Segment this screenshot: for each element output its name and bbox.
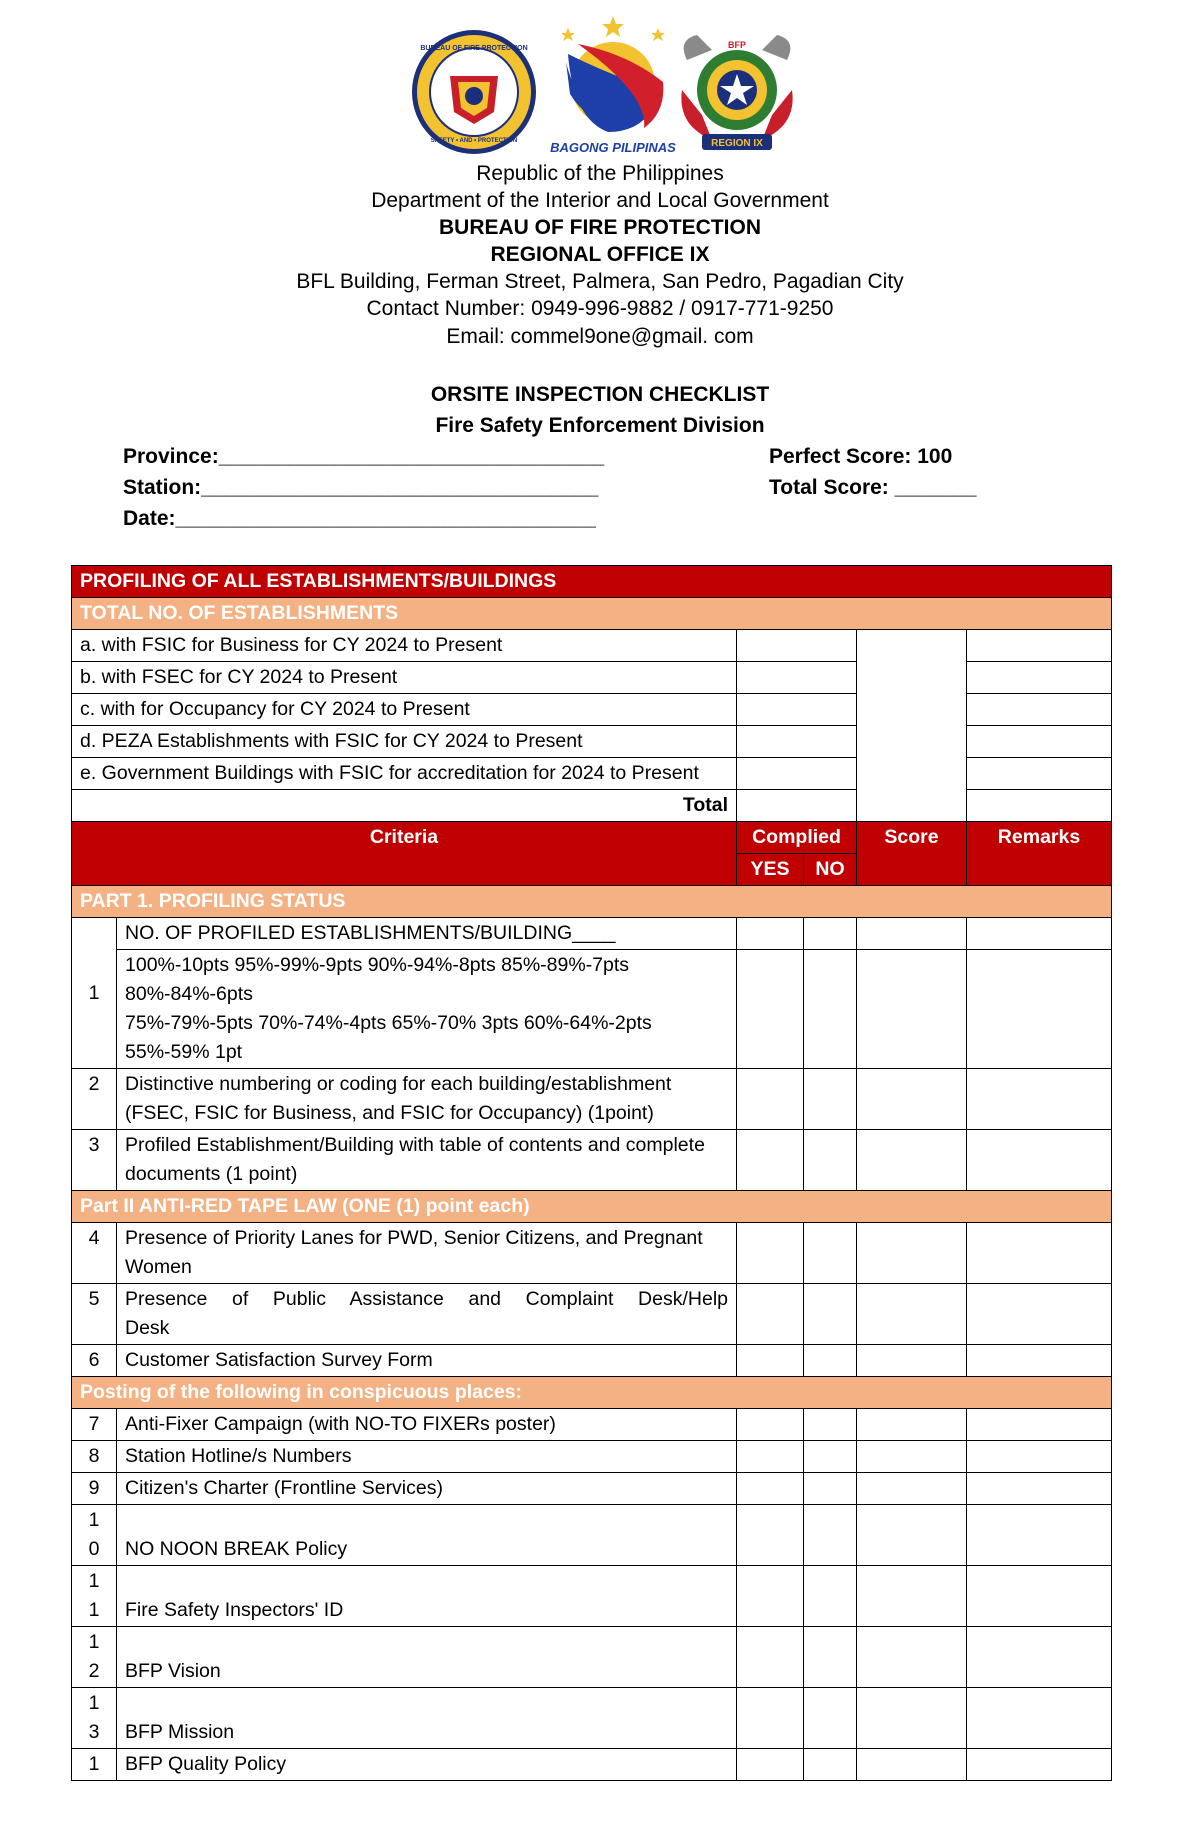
table-row — [72, 918, 1112, 950]
score-cell[interactable] — [857, 1284, 967, 1345]
item11-criteria: Fire Safety Inspectors' ID — [117, 1566, 737, 1627]
part1-header: PART 1. PROFILING STATUS — [72, 886, 1112, 918]
table-row — [72, 630, 1112, 662]
score-cell[interactable] — [857, 1505, 967, 1566]
item7-criteria: Anti-Fixer Campaign (with NO-TO FIXERs poster) — [117, 1409, 737, 1441]
item-number: 4 — [72, 1223, 117, 1284]
count-cell[interactable] — [737, 694, 857, 726]
no-cell[interactable] — [804, 1284, 857, 1345]
item-number — [72, 1627, 117, 1688]
no-cell[interactable] — [804, 1223, 857, 1284]
profiling-header: PROFILING OF ALL ESTABLISHMENTS/BUILDINGS — [72, 566, 1112, 598]
item13-num-a: 1 — [88, 1692, 100, 1714]
item12-criteria: BFP Vision — [117, 1627, 737, 1688]
establishment-c: c. with for Occupancy for CY 2024 to Present — [72, 694, 737, 726]
item11-num-a: 1 — [88, 1570, 100, 1592]
yes-cell[interactable] — [737, 1505, 804, 1566]
total-establishments-header: TOTAL NO. OF ESTABLISHMENTS — [72, 598, 1112, 630]
item1-scoring-line-2: 75%-79%-5pts 70%-74%-4pts 65%-70% 3pts 60%-64%-2pts 55%-59% 1pt — [125, 1012, 652, 1063]
establishment-d: d. PEZA Establishments with FSIC for CY 2024 to Present — [72, 726, 737, 758]
table-row — [72, 1566, 1112, 1627]
station-field: Station:__________________________________ — [123, 476, 599, 499]
item10-num-a: 1 — [88, 1509, 100, 1531]
no-cell[interactable] — [804, 918, 857, 950]
remarks-cell[interactable] — [967, 1627, 1112, 1688]
total-count-cell[interactable] — [737, 790, 857, 822]
yes-cell[interactable] — [737, 1441, 804, 1473]
item-number: 5 — [72, 1284, 117, 1345]
item-number: 7 — [72, 1409, 117, 1441]
item10-num-b: 0 — [88, 1538, 100, 1560]
table-row — [72, 1473, 1112, 1505]
yes-cell[interactable] — [737, 1223, 804, 1284]
item-number: 3 — [72, 1130, 117, 1191]
region-seal-top: BFP — [728, 40, 746, 50]
table-row — [72, 1749, 1112, 1781]
col-no: NO — [804, 854, 857, 886]
profiling-header-row — [72, 566, 1112, 598]
remarks-cell[interactable] — [967, 1749, 1112, 1781]
score-cell[interactable] — [857, 1627, 967, 1688]
remarks-cell[interactable] — [967, 1505, 1112, 1566]
item11-num-b: 1 — [88, 1599, 100, 1621]
header-regional-office: REGIONAL OFFICE IX — [490, 243, 710, 266]
yes-cell[interactable] — [737, 1130, 804, 1191]
page-subtitle: Fire Safety Enforcement Division — [435, 414, 765, 437]
item1-criteria-b — [117, 950, 737, 1069]
remarks-cell[interactable] — [967, 1473, 1112, 1505]
item5-criteria — [117, 1284, 737, 1345]
no-cell[interactable] — [804, 1627, 857, 1688]
table-row — [72, 1505, 1112, 1566]
col-score: Score — [857, 822, 967, 886]
remarks-cell[interactable] — [967, 1409, 1112, 1441]
item2-line-2: (FSEC, FSIC for Business, and FSIC for Occupancy) (1point) — [125, 1102, 654, 1124]
table-row — [72, 1130, 1112, 1191]
score-cell[interactable] — [857, 1409, 967, 1441]
header-email: Email: commel9one@gmail. com — [446, 325, 754, 348]
item9-criteria: Citizen's Charter (Frontline Services) — [117, 1473, 737, 1505]
yes-cell[interactable] — [737, 1688, 804, 1749]
item-number: 1 — [72, 918, 117, 1069]
count-cell[interactable] — [737, 758, 857, 790]
count-cell[interactable] — [737, 662, 857, 694]
score-cell[interactable] — [857, 1688, 967, 1749]
bfp-seal-text: BUREAU OF FIRE PROTECTION — [420, 45, 528, 52]
yes-cell[interactable] — [737, 918, 804, 950]
part2-row — [72, 1191, 1112, 1223]
column-header-row — [72, 822, 1112, 854]
table-row — [72, 1284, 1112, 1345]
establishment-b: b. with FSEC for CY 2024 to Present — [72, 662, 737, 694]
no-cell[interactable] — [804, 1688, 857, 1749]
table-row — [72, 1223, 1112, 1284]
count-cell[interactable] — [737, 726, 857, 758]
item5-line-2: Desk — [125, 1317, 170, 1339]
date-field: Date:____________________________________ — [123, 507, 596, 530]
no-cell[interactable] — [804, 1505, 857, 1566]
col-complied: Complied — [737, 822, 857, 854]
item13-criteria: BFP Mission — [117, 1688, 737, 1749]
no-cell[interactable] — [804, 1566, 857, 1627]
score-cell[interactable] — [857, 1566, 967, 1627]
no-cell[interactable] — [804, 1345, 857, 1377]
no-cell[interactable] — [804, 1069, 857, 1130]
table-row — [72, 1409, 1112, 1441]
perfect-score: Perfect Score: 100 — [769, 445, 953, 468]
bfp-seal-motto: SAFETY • AND • PROTECTION — [430, 138, 518, 144]
remarks-cell[interactable] — [967, 758, 1112, 790]
province-field: Province:_________________________________ — [123, 445, 605, 468]
posting-row — [72, 1377, 1112, 1409]
bagong-pilipinas-text: BAGONG PILIPINAS — [550, 140, 676, 155]
item-number — [72, 1505, 117, 1566]
item-number: 6 — [72, 1345, 117, 1377]
checklist-table — [71, 565, 1112, 1781]
no-cell[interactable] — [804, 1749, 857, 1781]
yes-cell[interactable] — [737, 1345, 804, 1377]
score-cell[interactable] — [857, 1441, 967, 1473]
item13-num-b: 3 — [88, 1721, 100, 1743]
no-cell[interactable] — [804, 1130, 857, 1191]
yes-cell[interactable] — [737, 1749, 804, 1781]
no-cell[interactable] — [804, 950, 857, 1069]
total-label: Total — [72, 790, 737, 822]
score-cell[interactable] — [857, 1749, 967, 1781]
remarks-cell[interactable] — [967, 918, 1112, 950]
item-number — [72, 1688, 117, 1749]
remarks-cell[interactable] — [967, 1284, 1112, 1345]
yes-cell[interactable] — [737, 1284, 804, 1345]
table-row — [72, 1345, 1112, 1377]
remarks-cell[interactable] — [967, 1566, 1112, 1627]
establishment-a: a. with FSIC for Business for CY 2024 to Present — [72, 630, 737, 662]
item12-num-b: 2 — [88, 1660, 100, 1682]
remarks-cell[interactable] — [967, 1223, 1112, 1284]
remarks-cell[interactable] — [967, 950, 1112, 1069]
region-seal-text: REGION IX — [711, 138, 763, 149]
item-number — [72, 1566, 117, 1627]
item5-line-1: Presence of Public Assistance and Complaint Desk/Help — [125, 1288, 728, 1310]
table-row — [72, 1688, 1112, 1749]
score-cell[interactable] — [857, 1069, 967, 1130]
score-cell[interactable] — [857, 1473, 967, 1505]
no-cell[interactable] — [804, 1409, 857, 1441]
table-row — [72, 1627, 1112, 1688]
yes-cell[interactable] — [737, 1069, 804, 1130]
item-number: 9 — [72, 1473, 117, 1505]
col-yes: YES — [737, 854, 804, 886]
item-number: 1 — [72, 1749, 117, 1781]
header-bureau: BUREAU OF FIRE PROTECTION — [438, 216, 761, 239]
score-cell[interactable] — [857, 1223, 967, 1284]
posting-header: Posting of the following in conspicuous places: — [72, 1377, 1112, 1409]
col-remarks: Remarks — [967, 822, 1112, 886]
count-cell[interactable] — [737, 630, 857, 662]
total-header-row — [72, 598, 1112, 630]
item1-criteria-a: NO. OF PROFILED ESTABLISHMENTS/BUILDING____ — [117, 918, 737, 950]
score-cell — [857, 630, 967, 822]
table-row — [72, 1441, 1112, 1473]
remarks-cell[interactable] — [967, 1688, 1112, 1749]
part2-header: Part II ANTI-RED TAPE LAW (ONE (1) point each) — [72, 1191, 1112, 1223]
yes-cell[interactable] — [737, 950, 804, 1069]
header-department: Department of the Interior and Local Government — [371, 189, 829, 212]
establishment-e: e. Government Buildings with FSIC for accreditation for 2024 to Present — [72, 758, 737, 790]
score-cell[interactable] — [857, 918, 967, 950]
item6-criteria: Customer Satisfaction Survey Form — [117, 1345, 737, 1377]
table-row — [72, 1069, 1112, 1130]
header-contact: Contact Number: 0949-996-9882 / 0917-771-9250 — [366, 297, 834, 320]
item14-criteria: BFP Quality Policy — [117, 1749, 737, 1781]
item2-line-1: Distinctive numbering or coding for each building/establishment — [125, 1073, 672, 1095]
remarks-cell[interactable] — [967, 1345, 1112, 1377]
yes-cell[interactable] — [737, 1409, 804, 1441]
total-score-field: Total Score: _______ — [769, 476, 977, 499]
no-cell[interactable] — [804, 1441, 857, 1473]
score-cell[interactable] — [857, 1130, 967, 1191]
remarks-cell[interactable] — [967, 1441, 1112, 1473]
remarks-cell[interactable] — [967, 790, 1112, 822]
item2-criteria — [117, 1069, 737, 1130]
remarks-cell[interactable] — [967, 694, 1112, 726]
remarks-cell[interactable] — [967, 1130, 1112, 1191]
bfp-seal-logo — [410, 28, 538, 156]
remarks-cell[interactable] — [967, 662, 1112, 694]
table-row — [72, 950, 1112, 1069]
region-ix-seal-logo — [672, 30, 802, 155]
remarks-cell[interactable] — [967, 1069, 1112, 1130]
page-title: ORSITE INSPECTION CHECKLIST — [430, 383, 770, 406]
part1-row — [72, 886, 1112, 918]
item4-criteria: Presence of Priority Lanes for PWD, Senior Citizens, and Pregnant Women — [117, 1223, 737, 1284]
header-republic: Republic of the Philippines — [476, 162, 724, 185]
col-criteria: Criteria — [72, 822, 737, 886]
no-cell[interactable] — [804, 1473, 857, 1505]
remarks-cell[interactable] — [967, 726, 1112, 758]
yes-cell[interactable] — [737, 1473, 804, 1505]
yes-cell[interactable] — [737, 1627, 804, 1688]
score-cell[interactable] — [857, 1345, 967, 1377]
item3-criteria: Profiled Establishment/Building with table of contents and complete documents (1 point) — [117, 1130, 737, 1191]
score-cell[interactable] — [857, 950, 967, 1069]
item1-scoring-line-1: 100%-10pts 95%-99%-9pts 90%-94%-8pts 85%-89%-7pts 80%-84%-6pts — [125, 954, 630, 1005]
header-address: BFL Building, Ferman Street, Palmera, San Pedro, Pagadian City — [296, 270, 904, 293]
item-number: 2 — [72, 1069, 117, 1130]
yes-cell[interactable] — [737, 1566, 804, 1627]
item-number: 8 — [72, 1441, 117, 1473]
remarks-cell[interactable] — [967, 630, 1112, 662]
item10-criteria: NO NOON BREAK Policy — [117, 1505, 737, 1566]
item8-criteria: Station Hotline/s Numbers — [117, 1441, 737, 1473]
logo-row — [0, 28, 1200, 158]
bagong-pilipinas-logo — [548, 14, 678, 159]
item12-num-a: 1 — [88, 1631, 100, 1653]
